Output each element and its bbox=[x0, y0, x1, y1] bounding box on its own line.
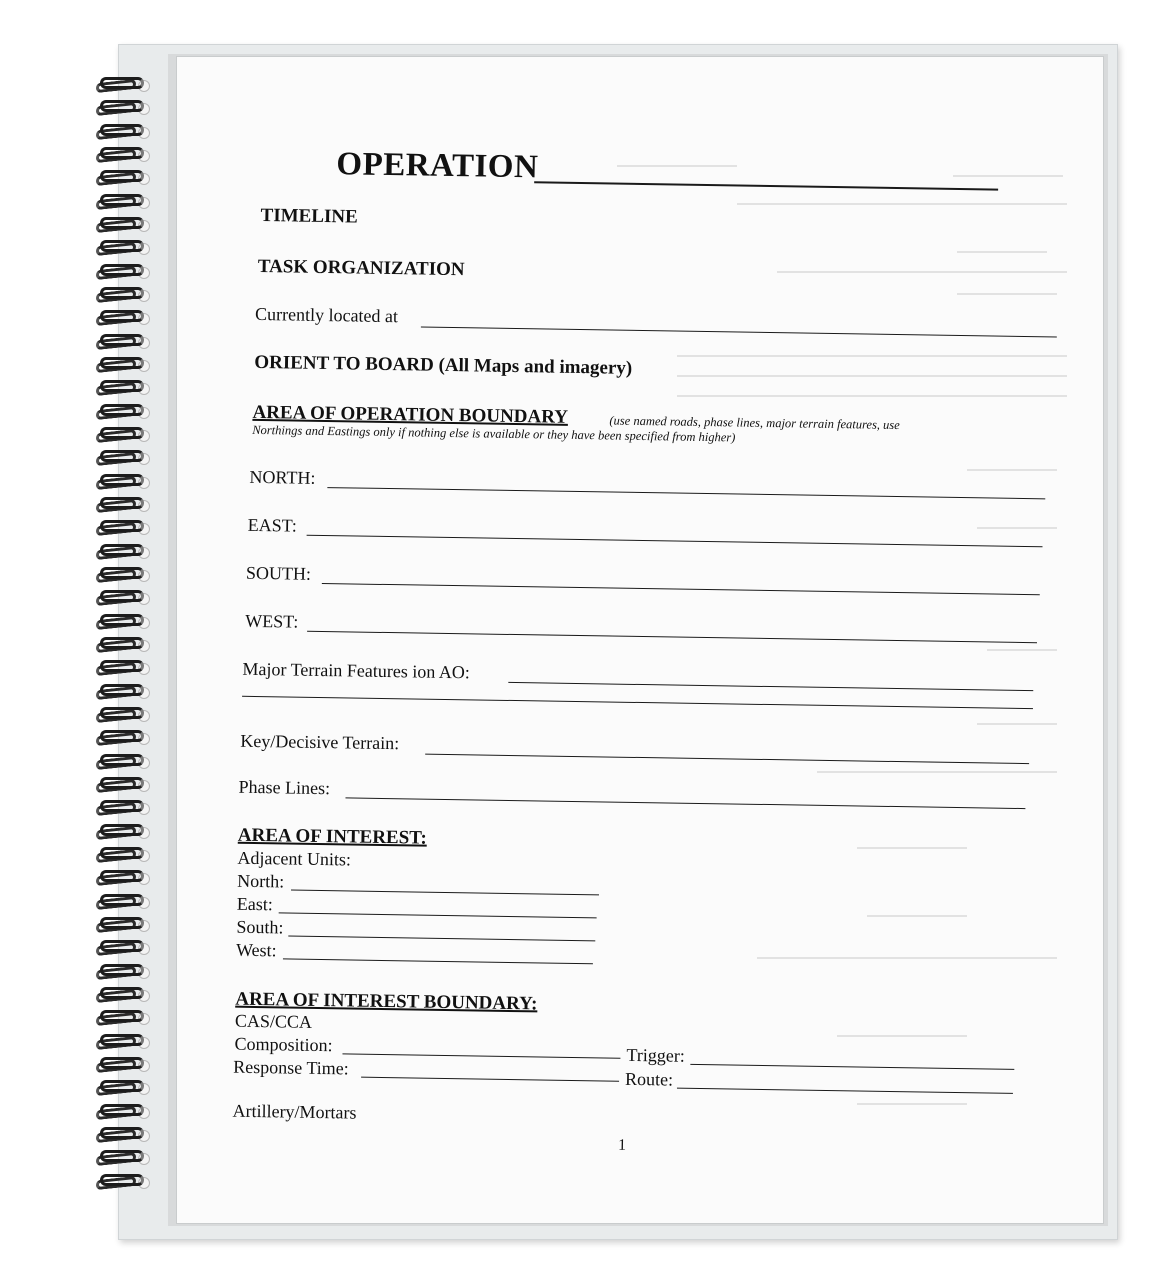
trigger-line[interactable] bbox=[690, 1064, 1014, 1070]
key-terrain-label: Key/Decisive Terrain: bbox=[240, 730, 400, 754]
east-line[interactable] bbox=[307, 535, 1043, 548]
spiral-coil bbox=[96, 331, 154, 351]
task-organization-heading: TASK ORGANIZATION bbox=[257, 255, 465, 281]
spiral-coil bbox=[96, 821, 154, 841]
response-time-label: Response Time: bbox=[233, 1056, 349, 1079]
spiral-coil bbox=[96, 774, 154, 794]
west-line[interactable] bbox=[307, 631, 1037, 643]
currently-located-label: Currently located at bbox=[254, 303, 399, 327]
spiral-coil bbox=[96, 1031, 154, 1051]
spiral-binding bbox=[96, 74, 156, 1200]
spiral-coil bbox=[96, 937, 154, 957]
spiral-coil bbox=[96, 214, 154, 234]
spiral-coil bbox=[96, 144, 154, 164]
aoi-west-line[interactable] bbox=[283, 958, 593, 964]
spiral-coil bbox=[96, 471, 154, 491]
ao-boundary-note-2: Northings and Eastings only if nothing else is available or they have been specified from higher) bbox=[252, 422, 736, 445]
timeline-heading: TIMELINE bbox=[260, 204, 358, 228]
spiral-coil bbox=[96, 984, 154, 1004]
ao-boundary-note-1: (use named roads, phase lines, major terrain features, use bbox=[609, 413, 900, 433]
operation-title: OPERATION bbox=[336, 146, 539, 186]
south-label: SOUTH: bbox=[245, 562, 312, 584]
spiral-coil bbox=[96, 517, 154, 537]
spiral-coil bbox=[96, 354, 154, 374]
spiral-coil bbox=[96, 237, 154, 257]
response-time-line[interactable] bbox=[361, 1077, 619, 1082]
adjacent-units-label: Adjacent Units: bbox=[237, 847, 352, 870]
trigger-label: Trigger: bbox=[626, 1044, 685, 1066]
aoi-west-label: West: bbox=[235, 939, 277, 961]
spiral-coil bbox=[96, 587, 154, 607]
north-line[interactable] bbox=[327, 487, 1045, 499]
aoi-south-line[interactable] bbox=[288, 936, 595, 942]
spiral-coil bbox=[96, 1124, 154, 1144]
aoi-north-line[interactable] bbox=[291, 890, 599, 896]
spiral-coil bbox=[96, 681, 154, 701]
route-line[interactable] bbox=[677, 1088, 1013, 1094]
spiral-coil bbox=[96, 447, 154, 467]
spiral-coil bbox=[96, 377, 154, 397]
spiral-coil bbox=[96, 657, 154, 677]
route-label: Route: bbox=[624, 1068, 674, 1090]
spiral-coil bbox=[96, 797, 154, 817]
east-label: EAST: bbox=[247, 514, 298, 536]
spiral-coil bbox=[96, 307, 154, 327]
phase-lines-label: Phase Lines: bbox=[238, 776, 331, 799]
spiral-coil bbox=[96, 891, 154, 911]
spiral-coil bbox=[96, 261, 154, 281]
currently-located-line[interactable] bbox=[421, 327, 1057, 338]
spiral-coil bbox=[96, 727, 154, 747]
artillery-mortars-label: Artillery/Mortars bbox=[232, 1100, 357, 1123]
spiral-coil bbox=[96, 1147, 154, 1167]
spiral-coil bbox=[96, 1054, 154, 1074]
spiral-coil bbox=[96, 191, 154, 211]
north-label: NORTH: bbox=[249, 466, 316, 488]
aoi-north-label: North: bbox=[237, 870, 285, 892]
spiral-coil bbox=[96, 751, 154, 771]
spiral-coil bbox=[96, 611, 154, 631]
spiral-coil bbox=[96, 541, 154, 561]
spiral-coil bbox=[96, 167, 154, 187]
spiral-coil bbox=[96, 284, 154, 304]
spiral-coil bbox=[96, 564, 154, 584]
spiral-coil bbox=[96, 1101, 154, 1121]
south-line[interactable] bbox=[322, 583, 1040, 595]
aoi-east-label: East: bbox=[236, 893, 273, 915]
spiral-coil bbox=[96, 494, 154, 514]
orient-to-board-heading: ORIENT TO BOARD (All Maps and imagery) bbox=[254, 351, 633, 379]
composition-line[interactable] bbox=[342, 1053, 620, 1058]
area-of-interest-heading: AREA OF INTEREST: bbox=[237, 824, 428, 849]
spiral-coil bbox=[96, 867, 154, 887]
spiral-coil bbox=[96, 914, 154, 934]
major-terrain-line-2[interactable] bbox=[242, 696, 1033, 709]
key-terrain-line[interactable] bbox=[425, 754, 1029, 764]
spiral-coil bbox=[96, 121, 154, 141]
spiral-coil bbox=[96, 704, 154, 724]
major-terrain-line-1[interactable] bbox=[508, 682, 1033, 691]
spiral-coil bbox=[96, 74, 154, 94]
spiral-coil bbox=[96, 634, 154, 654]
spiral-coil bbox=[96, 844, 154, 864]
page-number: 1 bbox=[617, 1136, 627, 1154]
ao-boundary-heading: AREA OF OPERATION BOUNDARY bbox=[252, 401, 569, 428]
aoi-boundary-heading: AREA OF INTEREST BOUNDARY: bbox=[235, 988, 538, 1015]
composition-label: Composition: bbox=[234, 1033, 333, 1056]
west-label: WEST: bbox=[245, 610, 299, 632]
spiral-coil bbox=[96, 424, 154, 444]
spiral-coil bbox=[96, 1007, 154, 1027]
aoi-east-line[interactable] bbox=[279, 912, 597, 918]
aoi-south-label: South: bbox=[236, 916, 284, 938]
cas-cca-label: CAS/CCA bbox=[234, 1010, 313, 1032]
operation-name-line[interactable] bbox=[534, 181, 998, 190]
phase-lines-line[interactable] bbox=[345, 797, 1025, 809]
spiral-coil bbox=[96, 961, 154, 981]
spiral-coil bbox=[96, 401, 154, 421]
spiral-coil bbox=[96, 1171, 154, 1191]
major-terrain-label: Major Terrain Features ion AO: bbox=[242, 658, 470, 683]
spiral-coil bbox=[96, 1077, 154, 1097]
spiral-coil bbox=[96, 97, 154, 117]
